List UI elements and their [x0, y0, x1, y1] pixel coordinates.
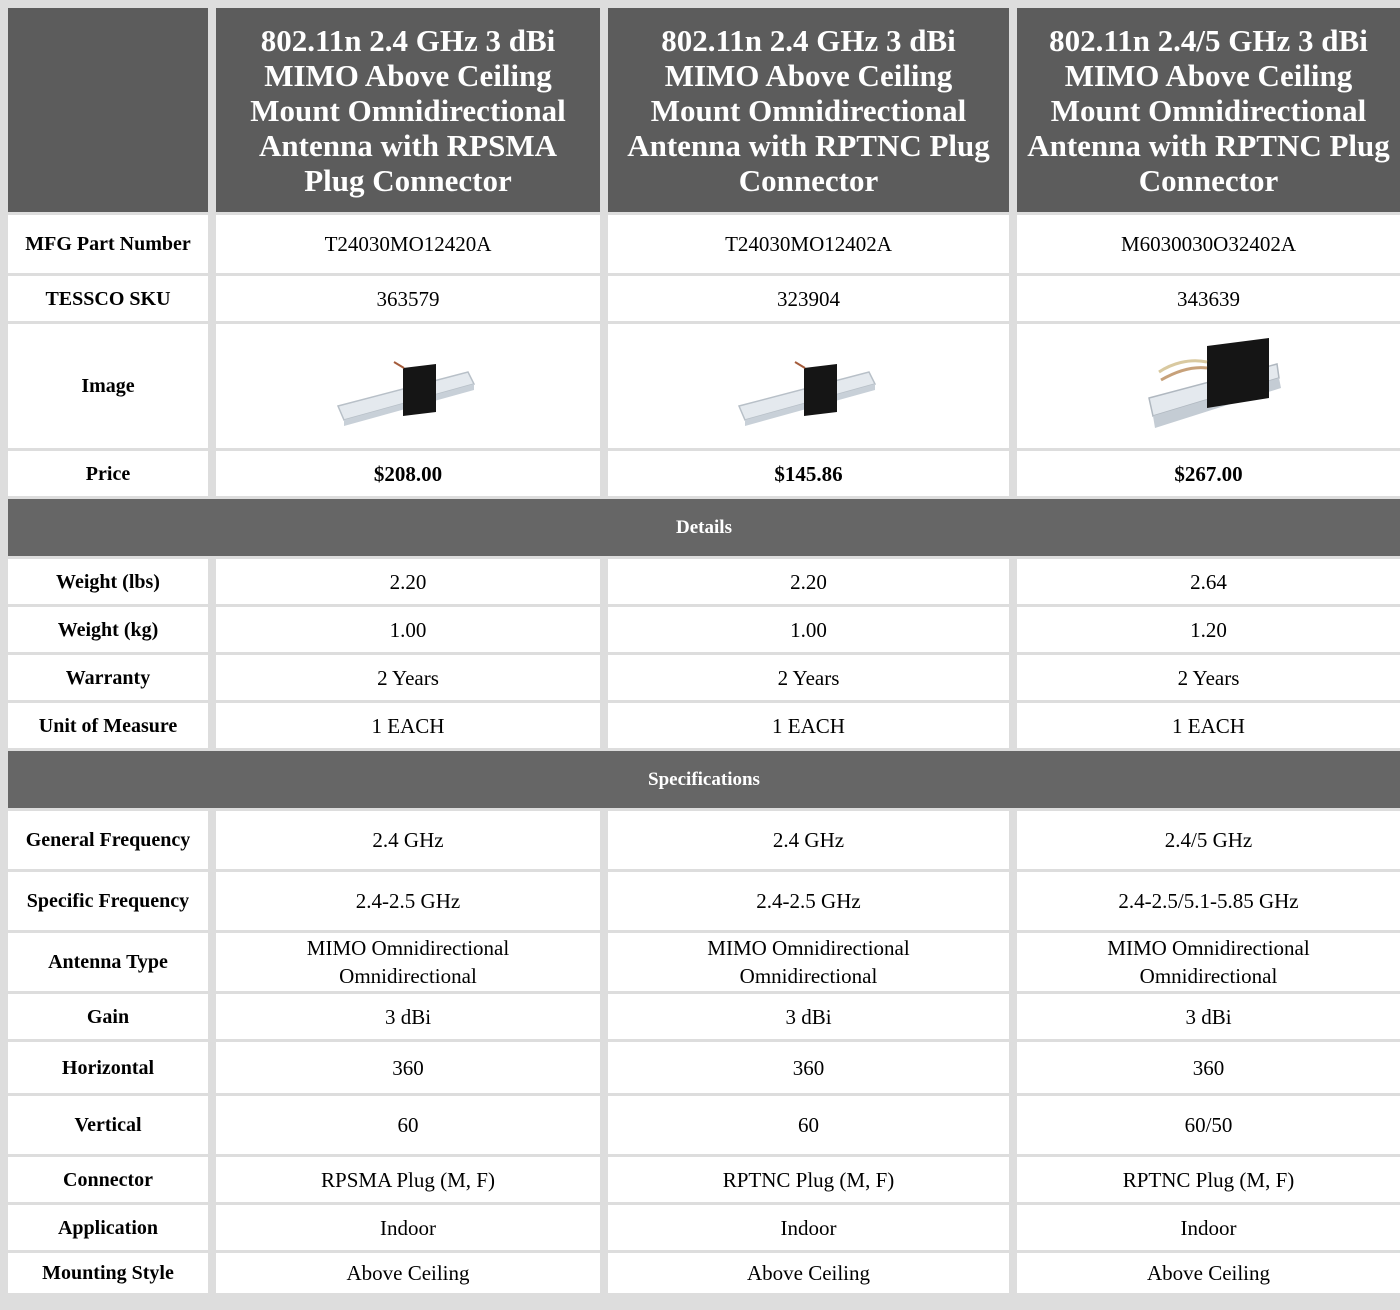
gain-value: 3 dBi — [216, 994, 608, 1042]
general-frequency-value: 2.4/5 GHz — [1017, 811, 1400, 872]
row-label: Gain — [8, 994, 216, 1042]
product-image-cell[interactable] — [1017, 324, 1400, 451]
unit-of-measure-value: 1 EACH — [216, 703, 608, 751]
antenna-type-value — [216, 933, 608, 994]
row-weight-kg — [8, 607, 1400, 655]
row-label: Vertical — [8, 1096, 216, 1157]
row-label: Application — [8, 1205, 216, 1253]
tessco-sku-value: 343639 — [1017, 276, 1400, 324]
row-mounting-style — [8, 1253, 1400, 1293]
row-image — [8, 324, 1400, 451]
row-warranty — [8, 655, 1400, 703]
row-label: Specific Frequency — [8, 872, 216, 933]
mounting-style-value: Above Ceiling — [608, 1253, 1017, 1293]
mounting-style-value: Above Ceiling — [216, 1253, 608, 1293]
mounting-style-value: Above Ceiling — [1017, 1253, 1400, 1293]
row-horizontal — [8, 1042, 1400, 1096]
connector-value: RPTNC Plug (M, F) — [608, 1157, 1017, 1205]
row-general-frequency — [8, 811, 1400, 872]
antenna-type-line: MIMO Omnidirectional — [306, 936, 510, 960]
specific-frequency-value: 2.4-2.5 GHz — [216, 872, 608, 933]
section-specifications-row — [8, 751, 1400, 811]
row-label: TESSCO SKU — [8, 276, 216, 324]
row-mfg-part-number — [8, 215, 1400, 276]
row-application — [8, 1205, 1400, 1253]
row-label: Image — [8, 324, 216, 451]
product-title-text[interactable]: 802.11n 2.4/5 GHz 3 dBi MIMO Above Ceiling Mount Omnidirectional Antenna with RPTNC Plug Connector — [1027, 22, 1390, 198]
row-specific-frequency — [8, 872, 1400, 933]
weight-lbs-value: 2.64 — [1017, 559, 1400, 607]
product-title-text[interactable]: 802.11n 2.4 GHz 3 dBi MIMO Above Ceiling Mount Omnidirectional Antenna with RPSMA Plug Connector — [250, 22, 566, 198]
gain-value: 3 dBi — [608, 994, 1017, 1042]
vertical-value: 60/50 — [1017, 1096, 1400, 1157]
header-corner-cell — [8, 8, 216, 215]
product-title-2[interactable] — [608, 8, 1017, 215]
tessco-sku-value: 323904 — [608, 276, 1017, 324]
row-label: Price — [8, 451, 216, 499]
ceiling-antenna-large-image[interactable] — [1109, 328, 1309, 438]
antenna-type-line: Omnidirectional — [339, 964, 477, 988]
horizontal-value: 360 — [216, 1042, 608, 1096]
mfg-part-number-value: M6030030O32402A — [1017, 215, 1400, 276]
ceiling-antenna-small-image[interactable] — [709, 328, 909, 438]
product-title-text[interactable]: 802.11n 2.4 GHz 3 dBi MIMO Above Ceiling Mount Omnidirectional Antenna with RPTNC Plug Connector — [627, 22, 990, 198]
section-header-specifications: Specifications — [8, 751, 1400, 811]
horizontal-value: 360 — [1017, 1042, 1400, 1096]
mfg-part-number-value: T24030MO12402A — [608, 215, 1017, 276]
antenna-type-line: Omnidirectional — [1139, 964, 1278, 988]
application-value: Indoor — [608, 1205, 1017, 1253]
general-frequency-value: 2.4 GHz — [216, 811, 608, 872]
general-frequency-value: 2.4 GHz — [608, 811, 1017, 872]
row-label: General Frequency — [8, 811, 216, 872]
price-value: $145.86 — [608, 451, 1017, 499]
product-image-cell[interactable] — [608, 324, 1017, 451]
section-header-details: Details — [8, 499, 1400, 559]
ceiling-antenna-small-image[interactable] — [308, 328, 508, 438]
weight-kg-value: 1.20 — [1017, 607, 1400, 655]
connector-value: RPSMA Plug (M, F) — [216, 1157, 608, 1205]
unit-of-measure-value: 1 EACH — [1017, 703, 1400, 751]
row-unit-of-measure — [8, 703, 1400, 751]
row-vertical — [8, 1096, 1400, 1157]
price-value: $267.00 — [1017, 451, 1400, 499]
product-title-1[interactable] — [216, 8, 608, 215]
unit-of-measure-value: 1 EACH — [608, 703, 1017, 751]
mfg-part-number-value: T24030MO12420A — [216, 215, 608, 276]
specific-frequency-value: 2.4-2.5 GHz — [608, 872, 1017, 933]
connector-value: RPTNC Plug (M, F) — [1017, 1157, 1400, 1205]
price-value: $208.00 — [216, 451, 608, 499]
vertical-value: 60 — [216, 1096, 608, 1157]
row-label: Unit of Measure — [8, 703, 216, 751]
antenna-graphic — [1109, 328, 1309, 438]
specific-frequency-value: 2.4-2.5/5.1-5.85 GHz — [1017, 872, 1400, 933]
row-antenna-type — [8, 933, 1400, 994]
row-label: Mounting Style — [8, 1253, 216, 1293]
row-label: Connector — [8, 1157, 216, 1205]
row-price — [8, 451, 1400, 499]
warranty-value: 2 Years — [216, 655, 608, 703]
application-value: Indoor — [1017, 1205, 1400, 1253]
antenna-graphic — [709, 328, 909, 438]
row-connector — [8, 1157, 1400, 1205]
tessco-sku-value: 363579 — [216, 276, 608, 324]
antenna-type-line: MIMO Omnidirectional — [1107, 936, 1310, 960]
warranty-value: 2 Years — [1017, 655, 1400, 703]
row-label: Horizontal — [8, 1042, 216, 1096]
row-label: Weight (kg) — [8, 607, 216, 655]
row-label: MFG Part Number — [8, 215, 216, 276]
row-label: Weight (lbs) — [8, 559, 216, 607]
product-comparison-table — [8, 8, 1400, 1293]
antenna-type-value — [1017, 933, 1400, 994]
section-details-row — [8, 499, 1400, 559]
weight-lbs-value: 2.20 — [608, 559, 1017, 607]
antenna-type-value — [608, 933, 1017, 994]
row-label: Warranty — [8, 655, 216, 703]
horizontal-value: 360 — [608, 1042, 1017, 1096]
vertical-value: 60 — [608, 1096, 1017, 1157]
weight-kg-value: 1.00 — [216, 607, 608, 655]
row-label: Antenna Type — [8, 933, 216, 994]
product-title-3[interactable] — [1017, 8, 1400, 215]
antenna-type-line: MIMO Omnidirectional — [707, 936, 910, 960]
row-tessco-sku — [8, 276, 1400, 324]
antenna-graphic — [308, 328, 508, 438]
application-value: Indoor — [216, 1205, 608, 1253]
header-row — [8, 8, 1400, 215]
warranty-value: 2 Years — [608, 655, 1017, 703]
product-image-cell[interactable] — [216, 324, 608, 451]
row-gain — [8, 994, 1400, 1042]
gain-value: 3 dBi — [1017, 994, 1400, 1042]
weight-kg-value: 1.00 — [608, 607, 1017, 655]
weight-lbs-value: 2.20 — [216, 559, 608, 607]
antenna-type-line: Omnidirectional — [739, 964, 878, 988]
row-weight-lbs — [8, 559, 1400, 607]
